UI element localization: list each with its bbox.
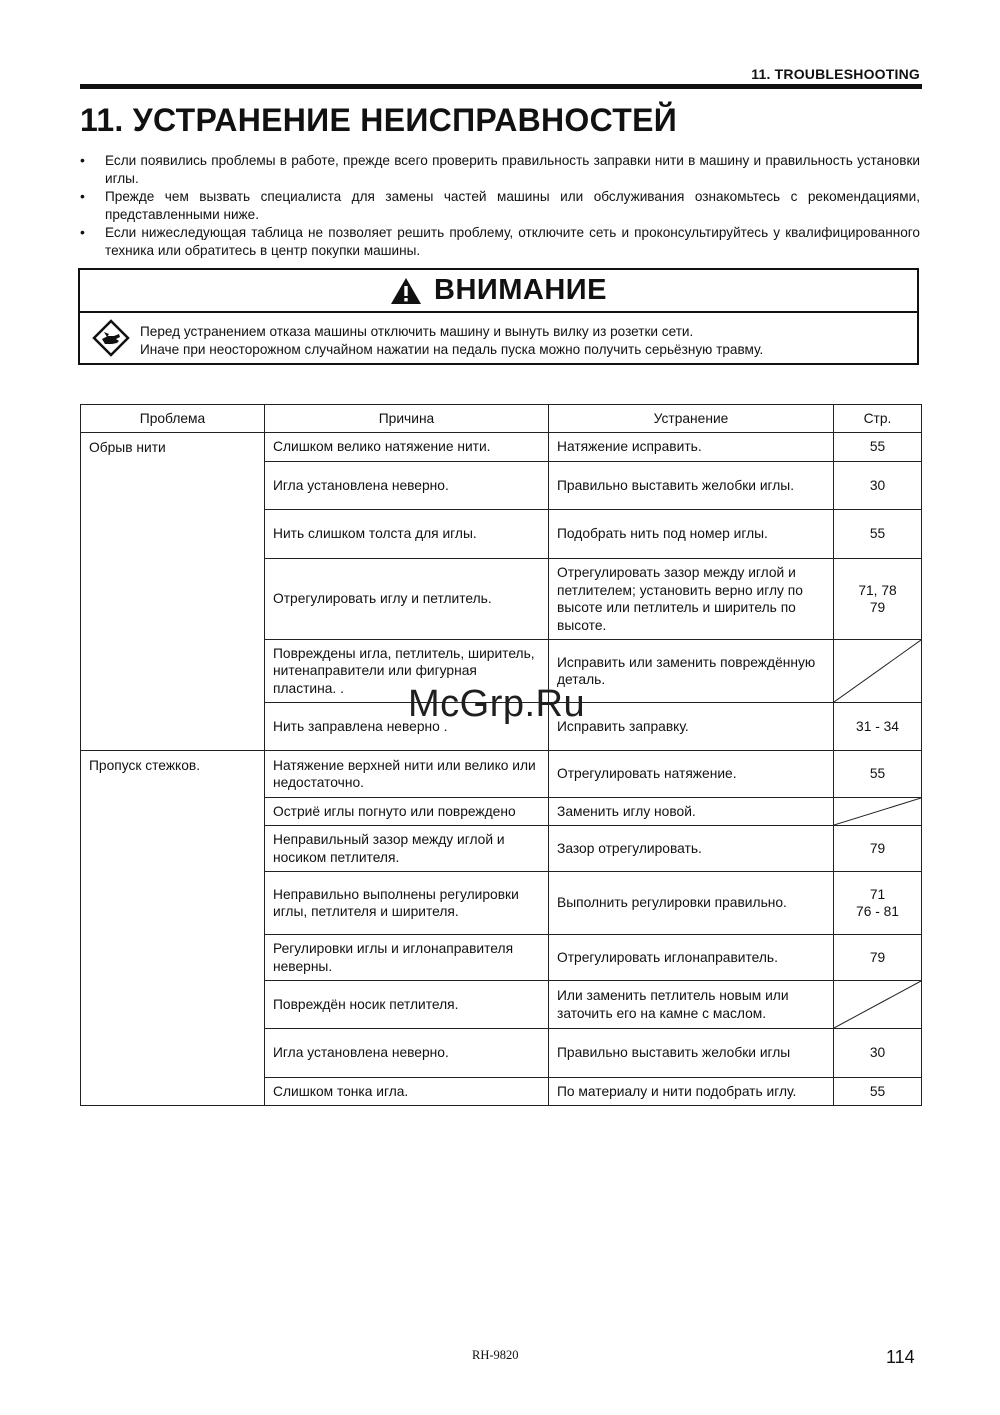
intro-bullet: • Прежде чем вызвать специалиста для замены частей машины или обслуживания ознакомьтесь с рекомендациями, представленными ниже. — [80, 188, 920, 223]
page-cell: 71 76 - 81 — [834, 872, 922, 935]
cause-cell: Неправильно выполнены регулировки иглы, петлителя и ширителя. — [265, 872, 549, 935]
diagonal-slash — [834, 981, 921, 1028]
column-header-problem: Проблема — [81, 405, 265, 433]
table-row — [81, 433, 922, 462]
cause-cell: Игла установлена неверно. — [265, 1029, 549, 1078]
intro-bullet: • Если нижеследующая таблица не позволяет решить проблему, отключите сеть и проконсультируйтесь у квалифицированного техника или обратитесь в центр покупки машины. — [80, 224, 920, 259]
remedy-cell: Отрегулировать зазор между иглой и петлителем; установить верно иглу по высоте или петлитель и ширитель по высоте. — [549, 559, 834, 640]
warning-text — [140, 323, 763, 359]
page-cell: 71, 78 79 — [834, 559, 922, 640]
cause-cell: Слишком велико натяжение нити. — [265, 433, 549, 462]
remedy-cell: Или заменить петлитель новым или заточить его на камне с маслом. — [549, 981, 834, 1029]
page-cell: 30 — [834, 462, 922, 510]
troubleshooting-table — [80, 404, 922, 1106]
page-title: 11. УСТРАНЕНИЕ НЕИСПРАВНОСТЕЙ — [80, 102, 678, 138]
warning-line-1: Перед устранением отказа машины отключить машину и вынуть вилку из розетки сети. — [140, 324, 694, 339]
cause-cell: Нить слишком толста для иглы. — [265, 510, 549, 559]
remedy-cell: Исправить заправку. — [549, 703, 834, 751]
warning-body — [80, 313, 917, 365]
problem-cell: Пропуск стежков. — [81, 751, 265, 1106]
intro-bullet: • Если появились проблемы в работе, прежде всего проверить правильность заправки нити в машину и правильность установки иглы. — [80, 152, 920, 187]
cause-cell: Игла установлена неверно. — [265, 462, 549, 510]
page-cell: 79 — [834, 826, 922, 872]
page-cell: 55 — [834, 433, 922, 462]
remedy-cell: По материалу и нити подобрать иглу. — [549, 1078, 834, 1106]
warning-header — [80, 270, 917, 313]
remedy-cell: Выполнить регулировки правильно. — [549, 872, 834, 935]
footer-model: RH-9820 — [472, 1348, 519, 1362]
table-header-row — [81, 405, 922, 433]
page-number: 114 — [886, 1347, 915, 1367]
remedy-cell: Правильно выставить желобки иглы — [549, 1029, 834, 1078]
page-cell: 30 — [834, 1029, 922, 1078]
cause-cell: Неправильный зазор между иглой и носиком петлителя. — [265, 826, 549, 872]
remedy-cell: Натяжение исправить. — [549, 433, 834, 462]
remedy-cell: Правильно выставить желобки иглы. — [549, 462, 834, 510]
warning-box — [78, 268, 919, 365]
hand-injury-icon — [92, 319, 130, 357]
column-header-page: Стр. — [834, 405, 922, 433]
header-rule — [80, 84, 922, 89]
cause-cell: Натяжение верхней нити или велико или недостаточно. — [265, 751, 549, 798]
column-header-remedy: Устранение — [549, 405, 834, 433]
section-tag: 11. TROUBLESHOOTING — [751, 66, 920, 82]
diagonal-slash — [834, 798, 921, 825]
cause-cell: Нить заправлена неверно . — [265, 703, 549, 751]
problem-cell: Обрыв нити — [81, 433, 265, 751]
warning-title: ВНИМАНИЕ — [434, 274, 607, 306]
warning-line-2: Иначе при неосторожном случайном нажатии на педаль пуска можно получить серьёзную травму. — [140, 342, 764, 357]
column-header-cause: Причина — [265, 405, 549, 433]
remedy-cell: Подобрать нить под номер иглы. — [549, 510, 834, 559]
page-cell-empty — [834, 798, 922, 826]
page-cell: 79 — [834, 935, 922, 981]
cause-cell: Остриё иглы погнуто или повреждено — [265, 798, 549, 826]
cause-cell: Слишком тонка игла. — [265, 1078, 549, 1106]
warning-triangle-icon — [390, 277, 422, 305]
remedy-cell: Отрегулировать иглонаправитель. — [549, 935, 834, 981]
page-cell-empty — [834, 640, 922, 703]
page-cell: 55 — [834, 510, 922, 559]
page-cell: 55 — [834, 1078, 922, 1106]
diagonal-slash — [834, 640, 921, 702]
table-row — [81, 751, 922, 798]
page-cell: 55 — [834, 751, 922, 798]
remedy-cell: Отрегулировать натяжение. — [549, 751, 834, 798]
cause-cell: Отрегулировать иглу и петлитель. — [265, 559, 549, 640]
cause-cell: Регулировки иглы и иглонаправителя неверны. — [265, 935, 549, 981]
cause-cell: Повреждены игла, петлитель, ширитель, нитенаправители или фигурная пластина. . — [265, 640, 549, 703]
remedy-cell: Зазор отрегулировать. — [549, 826, 834, 872]
page-cell-empty — [834, 981, 922, 1029]
remedy-cell: Заменить иглу новой. — [549, 798, 834, 826]
page-cell: 31 - 34 — [834, 703, 922, 751]
watermark: McGrp.Ru — [408, 683, 586, 725]
intro-bullets — [80, 152, 920, 260]
cause-cell: Повреждён носик петлителя. — [265, 981, 549, 1029]
remedy-cell: Исправить или заменить повреждённую деталь. — [549, 640, 834, 703]
